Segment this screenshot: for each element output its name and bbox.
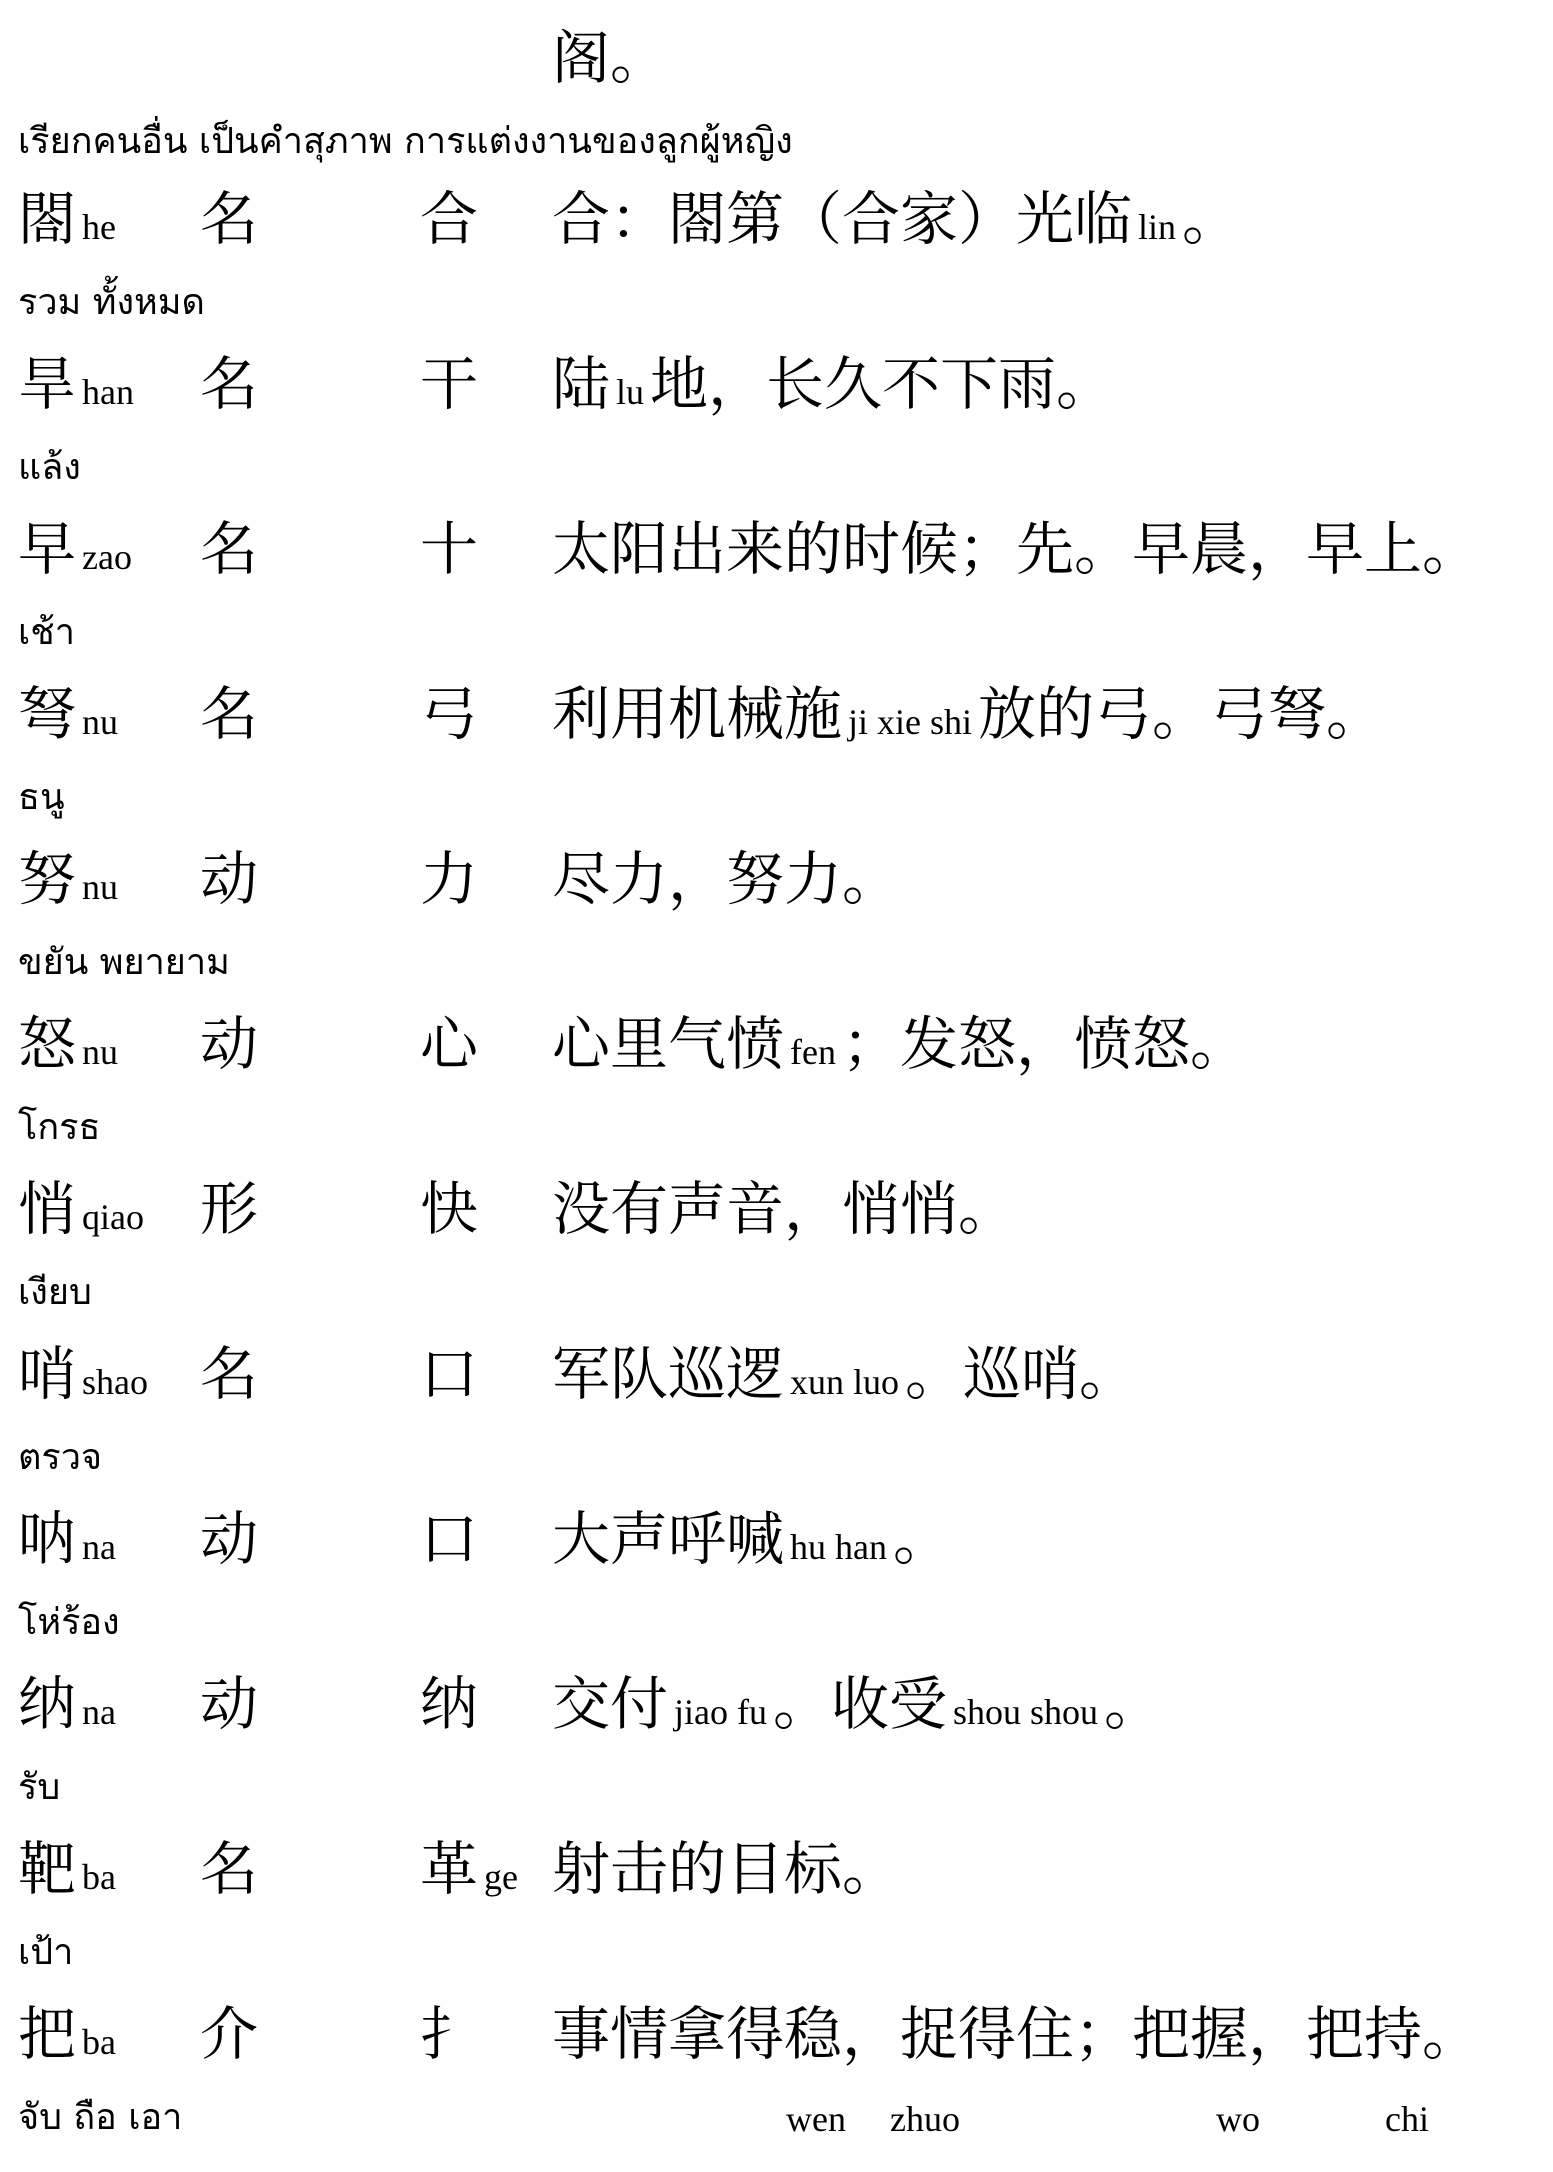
definition-text: 射击的目标。 (552, 1835, 901, 1903)
entry-character: 悄 (18, 1175, 77, 1243)
entry-thai-gloss: เงียบ (18, 1272, 92, 1313)
entry-character: 靶 (18, 1835, 77, 1903)
entry-thai-gloss: ตรวจ (18, 1437, 103, 1478)
dictionary-entry (0, 1503, 1553, 1583)
footnote-pinyin: wen (786, 2099, 846, 2139)
entry-thai-gloss: เช้า (18, 612, 75, 653)
definition-text: 太阳出来的时候；先。早晨，早上。 (552, 515, 1481, 583)
definition-text: 尽力，努力。 (552, 845, 901, 913)
entry-thai-gloss: โห่ร้อง (18, 1602, 120, 1643)
definition-text: 。 (1104, 1670, 1163, 1738)
entry-definition (552, 1668, 1162, 1748)
definition-text: 军队巡逻 (552, 1340, 785, 1408)
entry-part-of-speech: 动 (200, 845, 259, 913)
entry-thai-gloss: แล้ง (18, 447, 81, 488)
entry-thai-gloss: โกรธ (18, 1107, 101, 1148)
dictionary-entry (0, 1173, 1553, 1253)
entry-part-of-speech: 名 (200, 515, 259, 583)
entry-pinyin: ba (82, 2022, 116, 2062)
definition-pinyin: ji xie shi (848, 702, 973, 742)
entry-thai-gloss: ธนู (18, 777, 65, 818)
entry-thai-gloss: จับ ถือ เอา (18, 2097, 183, 2138)
entry-definition (552, 348, 1114, 428)
definition-text: 。收受 (773, 1670, 948, 1738)
entry-headword (18, 1173, 144, 1253)
dictionary-entry (0, 1008, 1553, 1088)
dictionary-entry (0, 1668, 1553, 1748)
definition-text: 交付 (552, 1670, 669, 1738)
entry-part-of-speech: 名 (200, 680, 259, 748)
entry-part-of-speech: 名 (200, 185, 259, 253)
footnote-pinyin: wo (1216, 2099, 1260, 2139)
footnote-pinyin: chi (1385, 2099, 1429, 2139)
entry-part-of-speech: 动 (200, 1010, 259, 1078)
entry-definition (552, 678, 1384, 758)
entry-pinyin: han (82, 372, 134, 412)
footnote-pinyin: zhuo (890, 2099, 960, 2139)
entry-headword (18, 513, 132, 593)
entry-pinyin: zao (82, 537, 132, 577)
definition-pinyin: hu han (790, 1527, 887, 1567)
dictionary-entry (0, 348, 1553, 428)
entry-definition (552, 1833, 900, 1905)
top-thai-text: เรียกคนอื่น เป็นคำสุภาพ การแต่งงานของลูกผู้หญิง (18, 121, 793, 162)
entry-radical (420, 1173, 478, 1245)
entry-headword (18, 1998, 116, 2078)
entry-pinyin: nu (82, 1032, 119, 1072)
definition-pinyin: shou shou (953, 1692, 1099, 1732)
definition-pinyin: fen (790, 1032, 836, 1072)
entry-headword (18, 1503, 116, 1583)
entry-headword (18, 1668, 116, 1748)
entry-definition (552, 513, 1480, 585)
entry-radical-char: 弓 (420, 680, 479, 748)
definition-text: 地，长久不下雨。 (650, 350, 1115, 418)
entry-character: 怒 (18, 1010, 77, 1078)
entry-part-of-speech: 动 (200, 1505, 259, 1573)
entry-part-of-speech: 名 (200, 1835, 259, 1903)
entry-pinyin: na (82, 1527, 116, 1567)
entry-radical (420, 348, 478, 420)
dictionary-entry (0, 1998, 1553, 2078)
definition-pinyin: lu (616, 372, 645, 412)
entry-definition (552, 183, 1240, 263)
entry-radical-char: 干 (420, 350, 479, 418)
entry-headword (18, 843, 118, 923)
entry-pinyin: he (82, 207, 116, 247)
entry-part-of-speech: 动 (200, 1670, 259, 1738)
entry-definition (552, 1173, 1016, 1245)
dictionary-entry (0, 1338, 1553, 1418)
entry-pinyin: ba (82, 1857, 116, 1897)
definition-text: ；发怒，愤怒。 (841, 1010, 1248, 1078)
entry-radical (420, 1668, 478, 1740)
entry-radical (420, 678, 478, 750)
entry-definition (552, 1503, 951, 1583)
entry-radical-char: 革 (420, 1835, 479, 1903)
entry-thai-gloss: ขยัน พยายาม (18, 942, 230, 983)
entry-definition (552, 843, 900, 915)
entry-radical-char: 心 (420, 1010, 479, 1078)
entry-character: 呐 (18, 1505, 77, 1573)
entry-radical (420, 1998, 478, 2070)
definition-text: 陆 (552, 350, 611, 418)
entry-radical (420, 1833, 518, 1913)
entry-radical-char: 力 (420, 845, 479, 913)
top-text: 阁。 (552, 24, 669, 92)
definition-text: 放的弓。弓弩。 (978, 680, 1385, 748)
definition-text: 事情拿得稳，捉得住；把握，把持。 (552, 2000, 1481, 2068)
entry-radical-char: 口 (420, 1505, 479, 1573)
definition-text: 。 (893, 1505, 952, 1573)
entry-headword (18, 183, 116, 263)
entry-definition (552, 1008, 1248, 1088)
entry-definition (552, 1998, 1480, 2070)
entry-radical-char: 十 (420, 515, 479, 583)
entry-character: 纳 (18, 1670, 77, 1738)
dictionary-entry (0, 1833, 1553, 1913)
entry-pinyin: shao (82, 1362, 149, 1402)
entry-thai-gloss: เป้า (18, 1932, 74, 1973)
dictionary-entry (0, 678, 1553, 758)
entry-part-of-speech: 介 (200, 2000, 259, 2068)
entry-headword (18, 1338, 148, 1418)
entry-radical-char: 口 (420, 1340, 479, 1408)
entry-headword (18, 678, 118, 758)
entry-pinyin: na (82, 1692, 116, 1732)
entry-radical (420, 1503, 478, 1575)
dictionary-entry (0, 843, 1553, 923)
entry-character: 旱 (18, 350, 77, 418)
entry-character: 弩 (18, 680, 77, 748)
entry-radical-char: 快 (420, 1175, 479, 1243)
definition-text: 利用机械施 (552, 680, 843, 748)
entry-radical-pinyin: ge (484, 1857, 518, 1897)
entry-radical-char: 纳 (420, 1670, 479, 1738)
definition-pinyin: xun luo (790, 1362, 900, 1402)
entry-part-of-speech: 名 (200, 350, 259, 418)
definition-pinyin: jiao fu (674, 1692, 767, 1732)
entry-radical (420, 1338, 478, 1410)
entry-definition (552, 1338, 1137, 1418)
definition-text: 。 (1182, 185, 1241, 253)
definition-pinyin: lin (1138, 207, 1177, 247)
entry-character: 閤 (18, 185, 77, 253)
definition-text: 。巡哨。 (905, 1340, 1138, 1408)
dictionary-entry (0, 183, 1553, 263)
entry-thai-gloss: รวม ทั้งหมด (18, 282, 205, 323)
entry-part-of-speech: 形 (200, 1175, 259, 1243)
entry-radical (420, 843, 478, 915)
definition-text: 大声呼喊 (552, 1505, 785, 1573)
entry-headword (18, 1833, 116, 1913)
entry-part-of-speech: 名 (200, 1340, 259, 1408)
entry-radical (420, 183, 478, 255)
entry-character: 努 (18, 845, 77, 913)
entry-headword (18, 1008, 118, 1088)
definition-text: 心里气愤 (552, 1010, 785, 1078)
entry-pinyin: qiao (82, 1197, 144, 1237)
entry-radical (420, 513, 478, 585)
entry-pinyin: nu (82, 702, 119, 742)
entry-character: 早 (18, 515, 77, 583)
definition-text: 没有声音，悄悄。 (552, 1175, 1017, 1243)
dictionary-entry (0, 513, 1553, 593)
entry-radical (420, 1008, 478, 1080)
definition-text: 合：閤第（合家）光临 (552, 185, 1133, 253)
entry-radical-char: 扌 (420, 2000, 479, 2068)
entry-character: 把 (18, 2000, 77, 2068)
entry-pinyin: nu (82, 867, 119, 907)
entry-thai-gloss: รับ (18, 1767, 61, 1808)
entry-headword (18, 348, 134, 428)
entry-radical-char: 合 (420, 185, 479, 253)
entry-character: 哨 (18, 1340, 77, 1408)
